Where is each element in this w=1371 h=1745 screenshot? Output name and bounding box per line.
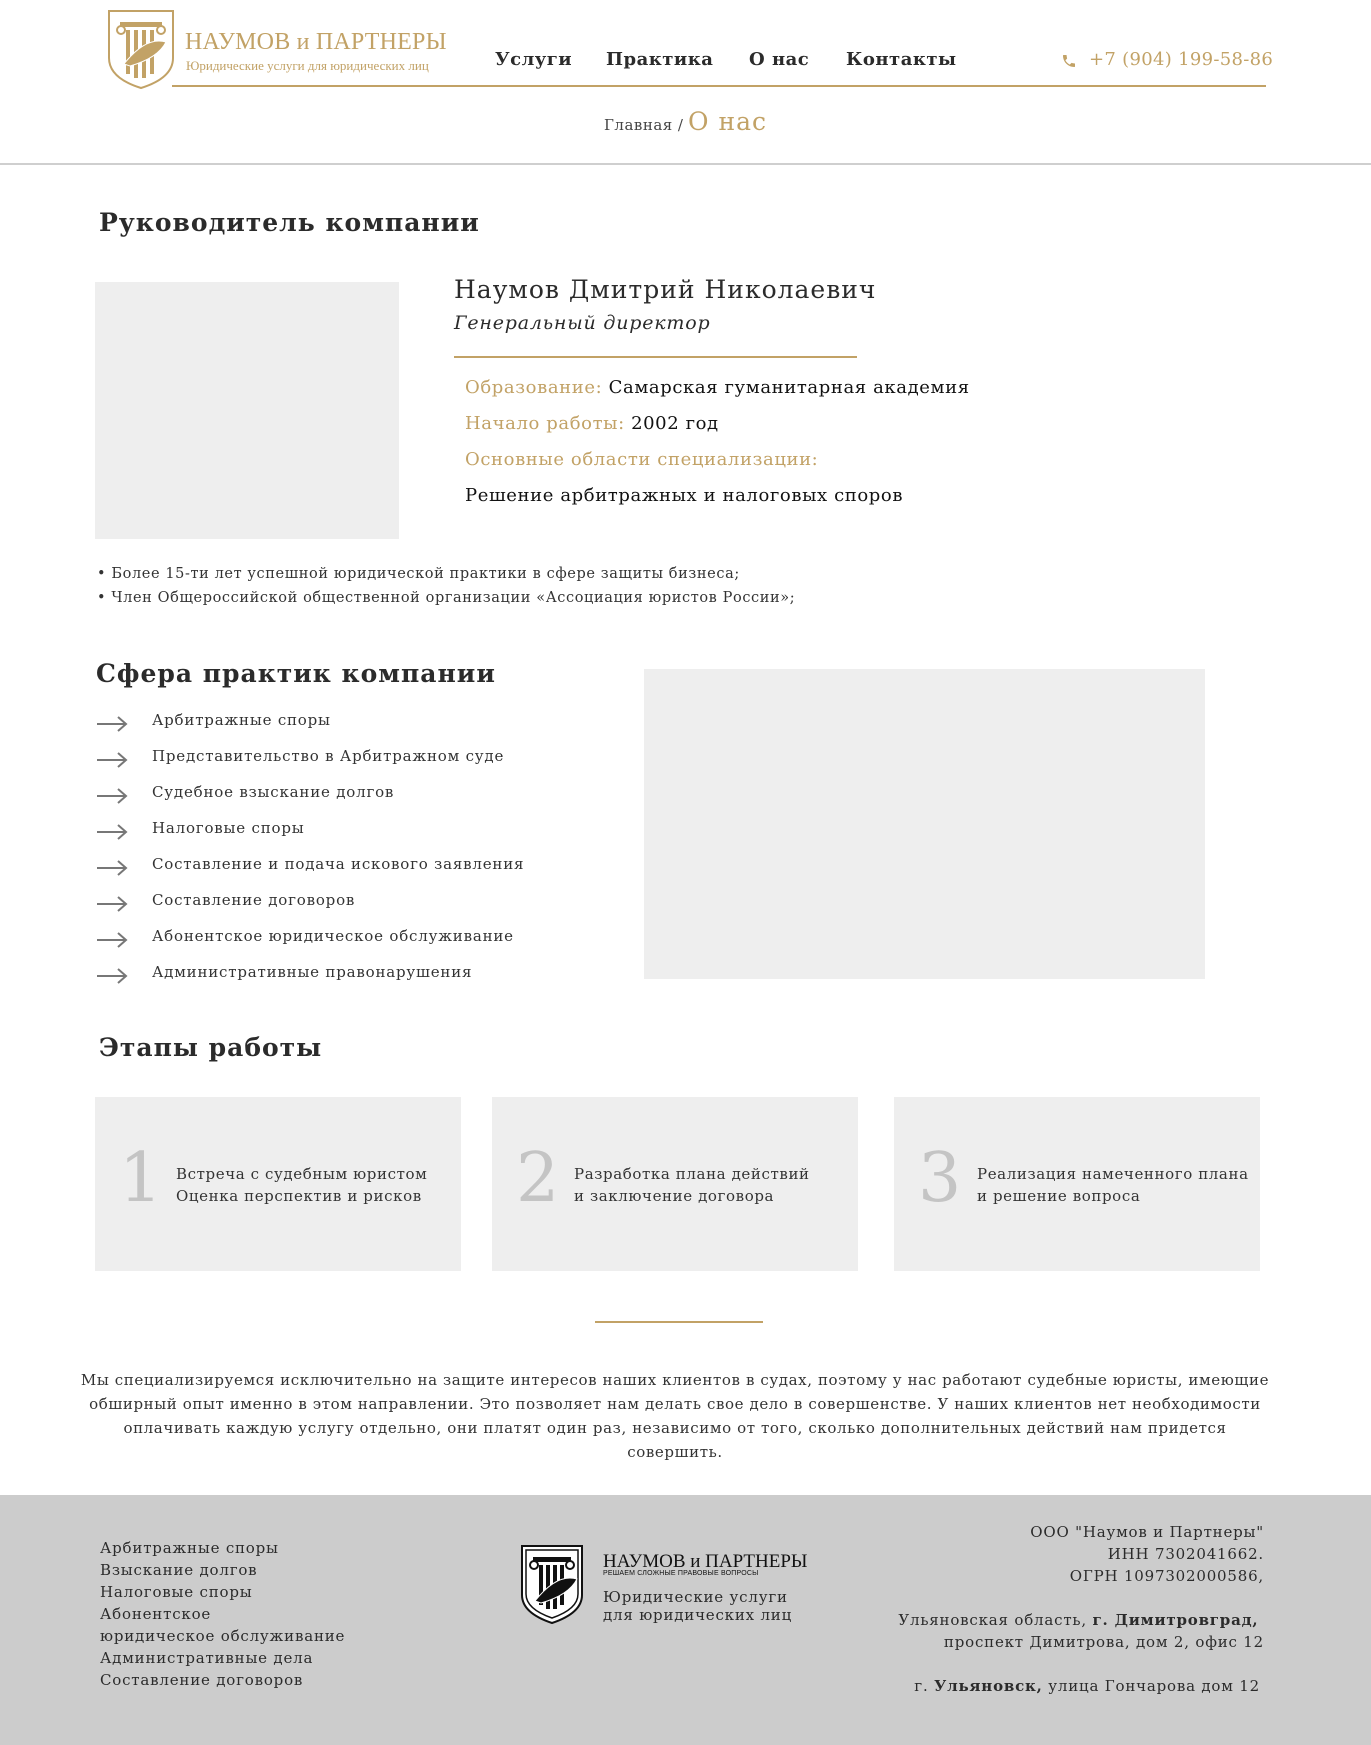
company-ogrn: ОГРН 1097302000586, (1069, 1567, 1264, 1585)
about-line: обширный опыт именно в этом направлении. Это позволяет нам делать свое дело в совершенстве. У наших клиентов нет необходимости (89, 1395, 1261, 1413)
practice-item[interactable] (96, 963, 596, 987)
header-divider (172, 85, 1266, 87)
footer-links (100, 1537, 345, 1691)
address-street: проспект Димитрова, дом 2, офис 12 (943, 1633, 1264, 1651)
logo-subtitle: Юридические услуги для юридических лиц (186, 58, 429, 73)
phone-number-link[interactable]: +7 (904) 199-58-86 (1089, 49, 1274, 70)
director-divider (454, 356, 857, 358)
footer-link[interactable]: Налоговые споры (100, 1583, 253, 1601)
practice-item-label: Составление договоров (152, 891, 356, 909)
stage-number: 3 (918, 1139, 962, 1218)
education-row (465, 377, 970, 398)
address-ulyanovsk (914, 1675, 1260, 1697)
director-section-title: Руководитель компании (99, 208, 480, 237)
address-street: улица Гончарова дом 12 (1048, 1677, 1260, 1695)
start-label: Начало работы: (465, 413, 625, 434)
practice-item[interactable] (96, 711, 596, 735)
stage-text (977, 1163, 1249, 1207)
director-bullet: • Член Общероссийской общественной организации «Ассоциация юристов России»; (97, 590, 796, 606)
address-region: Ульяновская область, (898, 1611, 1087, 1629)
footer-link[interactable]: Абонентское (100, 1605, 212, 1623)
arrow-right-icon (96, 967, 128, 985)
arrow-right-icon (96, 823, 128, 841)
start-value: 2002 год (631, 413, 719, 434)
education-value: Самарская гуманитарная академия (608, 377, 970, 398)
stage-line: и заключение договора (574, 1187, 775, 1205)
breadcrumb-current: О нас (688, 107, 768, 136)
address-city: Ульяновск, (934, 1677, 1043, 1695)
arrow-right-icon (96, 751, 128, 769)
nav-services[interactable]: Услуги (495, 49, 573, 70)
about-divider (595, 1321, 763, 1323)
practice-item[interactable] (96, 783, 596, 807)
stage-line: Оценка перспектив и рисков (176, 1187, 422, 1205)
company-inn: ИНН 7302041662. (1107, 1545, 1264, 1563)
practice-item-label: Арбитражные споры (152, 711, 331, 729)
stages-section-title: Этапы работы (99, 1033, 323, 1062)
address-dimitrovgrad (898, 1609, 1264, 1631)
nav-about[interactable]: О нас (749, 49, 810, 70)
practice-item-label: Налоговые споры (152, 819, 305, 837)
practice-item-label: Составление и подача искового заявления (152, 855, 525, 873)
breadcrumb (0, 107, 1371, 136)
footer-logo-subtitle-line: для юридических лиц (603, 1606, 793, 1624)
company-logo-icon[interactable] (106, 8, 176, 90)
practice-item-label: Абонентское юридическое обслуживание (152, 927, 514, 945)
areas-value-row (465, 485, 903, 506)
arrow-right-icon (96, 895, 128, 913)
footer-link[interactable]: Взыскание долгов (100, 1561, 258, 1579)
breadcrumb-separator: / (677, 116, 683, 134)
practice-item-label: Представительство в Арбитражном суде (152, 747, 505, 765)
start-row (465, 413, 719, 434)
phone-icon (1061, 53, 1077, 69)
stage-line: и решение вопроса (977, 1187, 1141, 1205)
about-line: Мы специализируемся исключительно на защите интересов наших клиентов в судах, поэтому у нас работают судебные юристы, имеющие (80, 1371, 1270, 1389)
stage-card (492, 1097, 858, 1271)
practice-item-label: Судебное взыскание долгов (152, 783, 395, 801)
stage-card (95, 1097, 461, 1271)
practice-section-title: Сфера практик компании (96, 659, 496, 688)
stage-card (894, 1097, 1260, 1271)
practice-item[interactable] (96, 747, 596, 771)
footer-link[interactable]: Административные дела (100, 1649, 314, 1667)
areas-row (465, 449, 818, 470)
footer-logo-title: НАУМОВ и ПАРТНЕРЫ (603, 1551, 808, 1572)
stage-line: Встреча с судебным юристом (176, 1165, 428, 1183)
header-bottom-rule (0, 163, 1371, 165)
nav-practice[interactable]: Практика (606, 49, 714, 70)
footer-logo-icon[interactable] (519, 1543, 585, 1625)
footer-logo-subtitle (603, 1588, 792, 1624)
arrow-right-icon (96, 715, 128, 733)
director-name: Наумов Дмитрий Николаевич (454, 275, 877, 304)
about-line: оплачивать каждую услугу отдельно, они платят один раз, независимо от того, сколько дополнительных действий нам придется совершить. (123, 1419, 1227, 1461)
education-label: Образование: (465, 377, 603, 398)
practice-item-label: Административные правонарушения (152, 963, 473, 981)
footer-logo-subtitle-line: Юридические услуги (603, 1588, 788, 1606)
stage-line: Разработка плана действий (574, 1165, 810, 1183)
director-photo (95, 282, 399, 539)
stage-line: Реализация намеченного плана (977, 1165, 1249, 1183)
address-city: г. Димитровград, (1092, 1611, 1259, 1629)
arrow-right-icon (96, 931, 128, 949)
about-paragraph (80, 1368, 1270, 1464)
practice-item[interactable] (96, 891, 596, 915)
arrow-right-icon (96, 859, 128, 877)
areas-value: Решение арбитражных и налоговых споров (465, 485, 904, 506)
stage-number: 1 (119, 1139, 163, 1218)
director-bullet: • Более 15-ти лет успешной юридической практики в сфере защиты бизнеса; (97, 566, 740, 582)
nav-contacts[interactable]: Контакты (846, 49, 957, 70)
practice-item[interactable] (96, 855, 596, 879)
footer-link[interactable]: Арбитражные споры (100, 1539, 279, 1557)
areas-label: Основные области специализации: (465, 449, 819, 470)
stage-text (574, 1163, 810, 1207)
footer-link[interactable]: юридическое обслуживание (100, 1627, 346, 1645)
breadcrumb-home-link[interactable]: Главная (603, 116, 673, 134)
arrow-right-icon (96, 787, 128, 805)
practice-image (644, 669, 1205, 979)
director-role: Генеральный директор (454, 312, 711, 334)
address-city-prefix: г. (914, 1677, 929, 1695)
footer-link[interactable]: Составление договоров (100, 1671, 304, 1689)
practice-item[interactable] (96, 819, 596, 843)
company-name: ООО "Наумов и Партнеры" (1030, 1523, 1264, 1541)
stage-text (176, 1163, 427, 1207)
stage-number: 2 (516, 1139, 560, 1218)
logo-title[interactable]: НАУМОВ и ПАРТНЕРЫ (185, 29, 447, 55)
practice-item[interactable] (96, 927, 596, 951)
footer-logo-slogan: РЕШАЕМ СЛОЖНЫЕ ПРАВОВЫЕ ВОПРОСЫ (603, 1570, 759, 1577)
